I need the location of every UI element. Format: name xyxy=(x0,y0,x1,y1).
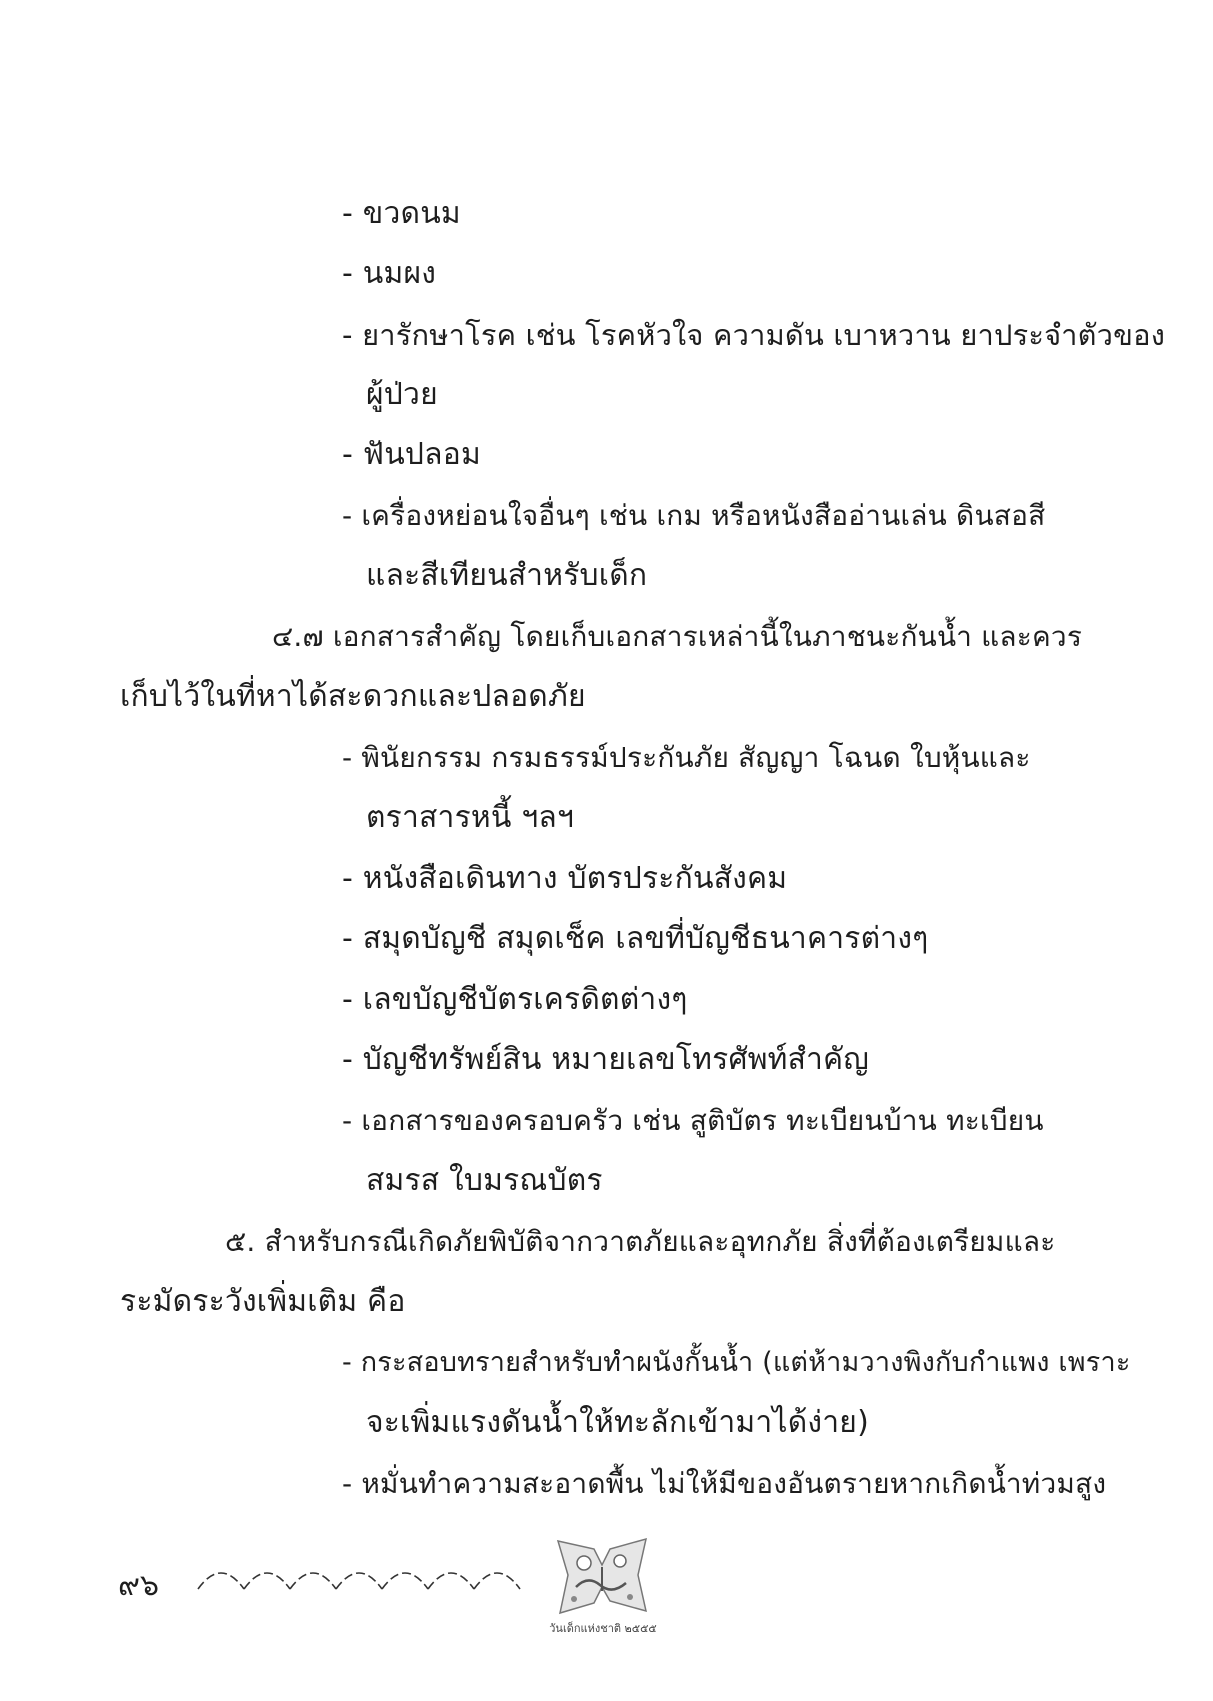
bullet-item: - นมผง xyxy=(342,256,437,291)
bullet-item-continuation: สมรส ใบมรณบัตร xyxy=(366,1163,603,1198)
bullet-item: - หมั่นทำความสะอาดพื้น ไม่ให้มีของอันตรายหากเกิดน้ำท่วมสูง xyxy=(342,1467,1107,1500)
page-number: ๙๖ xyxy=(118,1568,160,1603)
bullet-item: - พินัยกรรม กรมธรรม์ประกันภัย สัญญา โฉนด ใบหุ้นและ xyxy=(342,741,1031,774)
bullet-item: - เลขบัญชีบัตรเครดิตต่างๆ xyxy=(342,982,688,1017)
paragraph-continuation: ระมัดระวังเพิ่มเติม คือ xyxy=(120,1284,406,1319)
bullet-item: - สมุดบัญชี สมุดเช็ค เลขที่บัญชีธนาคารต่างๆ xyxy=(342,921,929,956)
bullet-item: - ขวดนม xyxy=(342,196,461,231)
bullet-item: - เครื่องหย่อนใจอื่นๆ เช่น เกม หรือหนังสืออ่านเล่น ดินสอสี xyxy=(342,499,1046,532)
bullet-item-continuation: ผู้ป่วย xyxy=(366,377,438,412)
section-heading: ๕. สำหรับกรณีเกิดภัยพิบัติจากวาตภัยและอุทกภัย สิ่งที่ต้องเตรียมและ xyxy=(225,1225,1056,1258)
bullet-item-continuation: จะเพิ่มแรงดันน้ำให้ทะลักเข้ามาได้ง่าย) xyxy=(366,1405,869,1440)
section-heading: ๔.๗ เอกสารสำคัญ โดยเก็บเอกสารเหล่านี้ในภาชนะกันน้ำ และควร xyxy=(272,620,1083,653)
bullet-item: - ยารักษาโรค เช่น โรคหัวใจ ความดัน เบาหวาน ยาประจำตัวของ xyxy=(342,318,1166,352)
bullet-item: - เอกสารของครอบครัว เช่น สูติบัตร ทะเบียนบ้าน ทะเบียน xyxy=(342,1104,1044,1137)
paragraph-continuation: เก็บไว้ในที่หาได้สะดวกและปลอดภัย xyxy=(120,679,586,714)
bullet-item: - ฟันปลอม xyxy=(342,437,481,472)
footer-wave-ornament xyxy=(196,1553,546,1593)
bullet-item: - กระสอบทรายสำหรับทำผนังกั้นน้ำ (แต่ห้ามวางพิงกับกำแพง เพราะ xyxy=(342,1347,1131,1378)
logo-caption: วันเด็กแห่งชาติ ๒๕๕๕ xyxy=(549,1622,657,1635)
bullet-item-continuation: และสีเทียนสำหรับเด็ก xyxy=(366,558,648,593)
childrens-day-logo xyxy=(554,1535,650,1617)
bullet-item: - หนังสือเดินทาง บัตรประกันสังคม xyxy=(342,861,788,896)
bullet-item: - บัญชีทรัพย์สิน หมายเลขโทรศัพท์สำคัญ xyxy=(342,1042,870,1077)
bullet-item-continuation: ตราสารหนี้ ฯลฯ xyxy=(366,800,575,835)
